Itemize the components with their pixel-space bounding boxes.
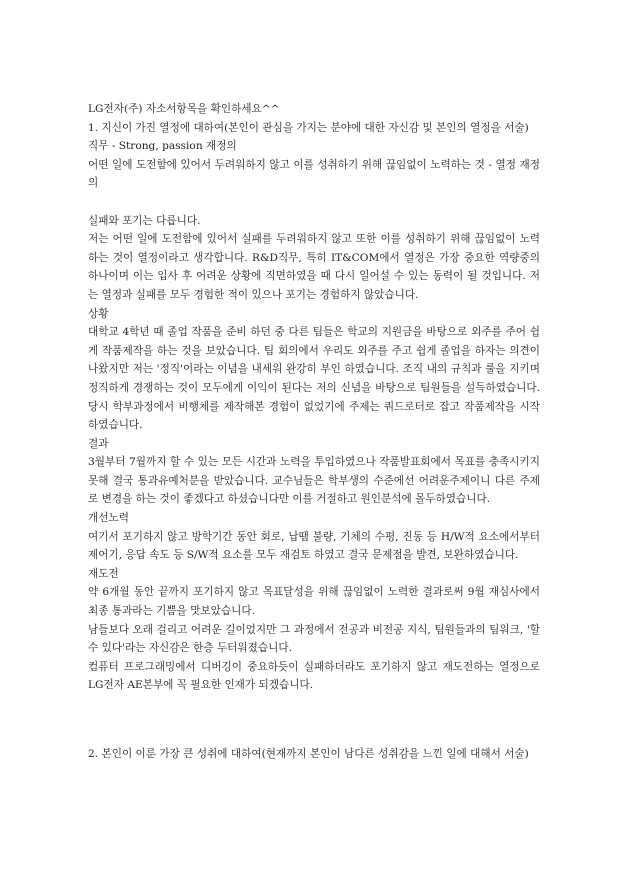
section-title-result: 결과 <box>88 437 109 450</box>
section-title-improvement: 개선노력 <box>88 512 129 525</box>
section-body-retry-2: 남들보다 오래 걸리고 어려운 길이었지만 그 과정에서 전공과 비전공 지식, 팀원들과의 팀워크, '할 수 있다'라는 자신감은 한층 두터워졌습니다. <box>88 623 540 655</box>
document-page <box>88 100 540 764</box>
section-body-retry-3: 컴퓨터 프로그래밍에서 디버깅이 중요하듯이 실패하더라도 포기하지 않고 재도전하는 열정으로 LG전자 AE본부에 꼭 필요한 인재가 되겠습니다. <box>88 660 540 692</box>
passion-definition: 어떤 일에 도전함에 있어서 두려워하지 않고 이를 성취하기 위해 끊임없이 노력하는 것 - 열정 재정의 <box>88 158 540 190</box>
intro-line: LG전자(주) 자소서항목을 확인하세요^^ <box>88 103 280 115</box>
job-line: 직무 - Strong, passion 재정의 <box>88 140 237 153</box>
section-title-failure: 실패와 포기는 다릅니다. <box>88 214 201 227</box>
section-body-situation: 대학교 4학년 때 졸업 작품을 준비 하던 중 다른 팀들은 학교의 지원금을 바탕으로 외주를 주어 쉽게 작품제작을 하는 것을 보았습니다. 팀 회의에서 우리도 외주를 주고 쉽게 졸업을 하자는 의견이 나왔지만 저는 '정직'이라는 이념을 내세워 완강히 부인 하였습니다. 조직 내의 규칙과 룰을 지키며 정직하게 경쟁하는 것이 모두에게 이익이 된다는 저의 신념을 바탕으로 팀원들을 설득하였습니다. 당시 학부과정에서 비행체를 제작해본 경험이 없었기에 주제는 쿼드로터로 잡고 작품제작을 시작하였습니다. <box>88 326 540 432</box>
spacer <box>88 193 540 212</box>
question-1-title: 1. 지신이 가진 열정에 대하여(본인이 관심을 가지는 분야에 대한 자신감 및 본인의 열정을 서술) <box>88 121 529 134</box>
section-body-failure: 저는 어떤 일에 도전함에 있어서 실패를 두려워하지 않고 또한 이를 성취하기 위해 끊임없이 노력하는 것이 열정이라고 생각합니다. R&D직무, 특히 IT&COM에서 열정은 가장 중요한 역량중의 하나이며 이는 입사 후 어려운 상황에 직면하였을 때 다시 일어설 수 있는 동력이 될 것입니다. 저는 열정과 실패를 모두 경험한 적이 있으나 포기는 경험하지 않았습니다. <box>88 233 540 301</box>
section-title-situation: 상황 <box>88 307 109 320</box>
section-body-retry-1: 약 6개월 동안 끝까지 포기하지 않고 목표달성을 위해 끊임없이 노력한 결과로써 9월 재심사에서 최종 통과라는 기쁨을 맛보았습니다. <box>88 586 540 618</box>
section-body-result: 3월부터 7월까지 할 수 있는 모든 시간과 노력을 투입하였으나 작품발표회에서 목표를 충족시키지 못해 결국 통과유예처분을 받았습니다. 교수님들은 학부생의 수준에선 어려운주제이니 다른 주제로 변경을 하는 것이 좋겠다고 하셨습니다만 이를 거절하고 원인분석에 몰두하였습니다. <box>88 456 540 506</box>
section-title-retry: 재도전 <box>88 567 119 580</box>
spacer <box>88 695 540 745</box>
question-2-title: 2. 본인이 이룬 가장 큰 성취에 대하여(현재까지 본인이 남다른 성취감을 느낀 일에 대해서 서술) <box>88 748 529 760</box>
section-body-improvement: 여기서 포기하지 않고 방학기간 동안 회로, 납땜 불량, 기체의 수평, 진동 등 H/W적 요소에서부터 제어기, 응답 속도 등 S/W적 요소를 모두 재검토 하였고 결국 문제점을 발견, 보완하였습니다. <box>88 530 540 562</box>
